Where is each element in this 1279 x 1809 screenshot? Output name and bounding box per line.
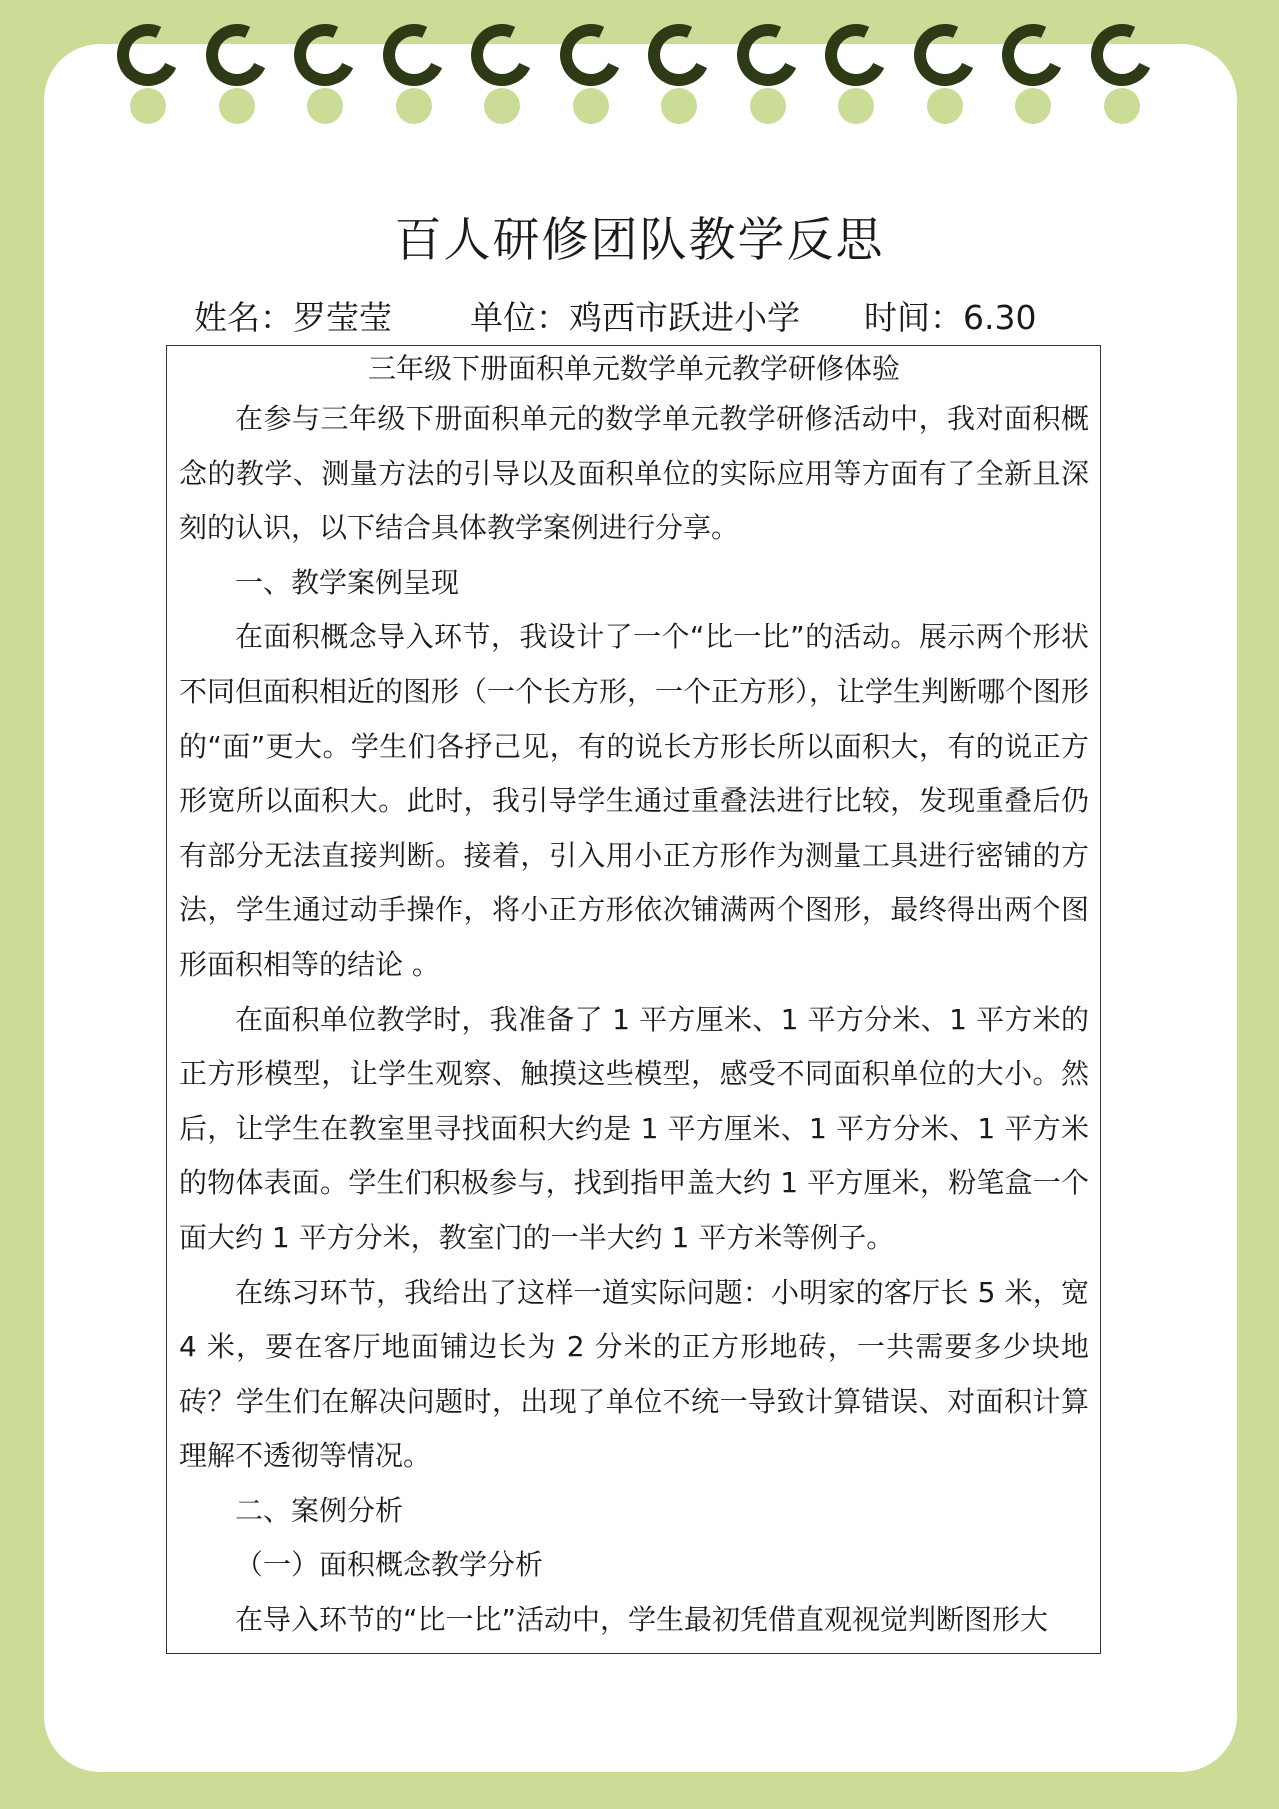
- section-heading: 二、案例分析: [235, 1493, 404, 1527]
- section-heading: 一、教学案例呈现: [235, 565, 460, 599]
- binding-hole: [307, 88, 343, 124]
- document-title: 三年级下册面积单元数学单元教学研修体验: [367, 352, 900, 385]
- page-title: 百人研修团队教学反思: [394, 213, 885, 268]
- binding-hole: [661, 88, 697, 124]
- binding-hole: [396, 88, 432, 124]
- binding-hole: [927, 88, 963, 124]
- paragraph: 在练习环节，我给出了这样一道实际问题：小明家的客厅长 5 米，宽 4 米，要在客厅地面铺边长为 2 分米的正方形地砖，一共需要多少块地砖？学生们在解决问题时，出现了单位不统一导致计算错误、对面积计算理解不透彻等情况。: [179, 1275, 1089, 1473]
- binding-hole: [750, 88, 786, 124]
- subsection-heading: （一）面积概念教学分析: [235, 1548, 544, 1582]
- reflection-content: [179, 346, 1089, 1648]
- binding-hole: [573, 88, 609, 124]
- binding-hole: [130, 88, 166, 124]
- binding-hole: [219, 88, 255, 124]
- paragraph: 在面积单位教学时，我准备了 1 平方厘米、1 平方分米、1 平方米的正方形模型，让学生观察、触摸这些模型，感受不同面积单位的大小。然后，让学生在教室里寻找面积大约是 1 平方厘米、1 平方分米、1 平方米的物体表面。学生们积极参与，找到指甲盖大约 1 平方厘米，粉笔盒一个面大约 1 平方分米，教室门的一半大约 1 平方米等例子。: [179, 1002, 1089, 1254]
- paragraph: 在面积概念导入环节，我设计了一个“比一比”的活动。展示两个形状不同但面积相近的图形（一个长方形，一个正方形），让学生判断哪个图形的“面”更大。学生们各抒己见，有的说长方形长所以面积大，有的说正方形宽所以面积大。此时，我引导学生通过重叠法进行比较，发现重叠后仍有部分无法直接判断。接着，引入用小正方形作为测量工具进行密铺的方法，学生通过动手操作，将小正方形依次铺满两个图形，最终得出两个图形面积相等的结论 。: [179, 620, 1090, 981]
- reflection-box: [166, 345, 1101, 1654]
- binding-hole: [838, 88, 874, 124]
- paragraph: 在参与三年级下册面积单元的数学单元教学研修活动中，我对面积概念的教学、测量方法的引导以及面积单位的实际应用等方面有了全新且深刻的认识，以下结合具体教学案例进行分享。: [179, 402, 1089, 545]
- binding-hole: [484, 88, 520, 124]
- author-name: 姓名：罗莹莹: [194, 298, 392, 337]
- date-label: 时间：6.30: [864, 298, 1037, 337]
- binding-hole: [1015, 88, 1051, 124]
- binding-hole: [1104, 88, 1140, 124]
- author-unit: 单位：鸡西市跃进小学: [470, 298, 800, 337]
- paragraph: 在导入环节的“比一比”活动中，学生最初凭借直观视觉判断图形大: [235, 1603, 1049, 1637]
